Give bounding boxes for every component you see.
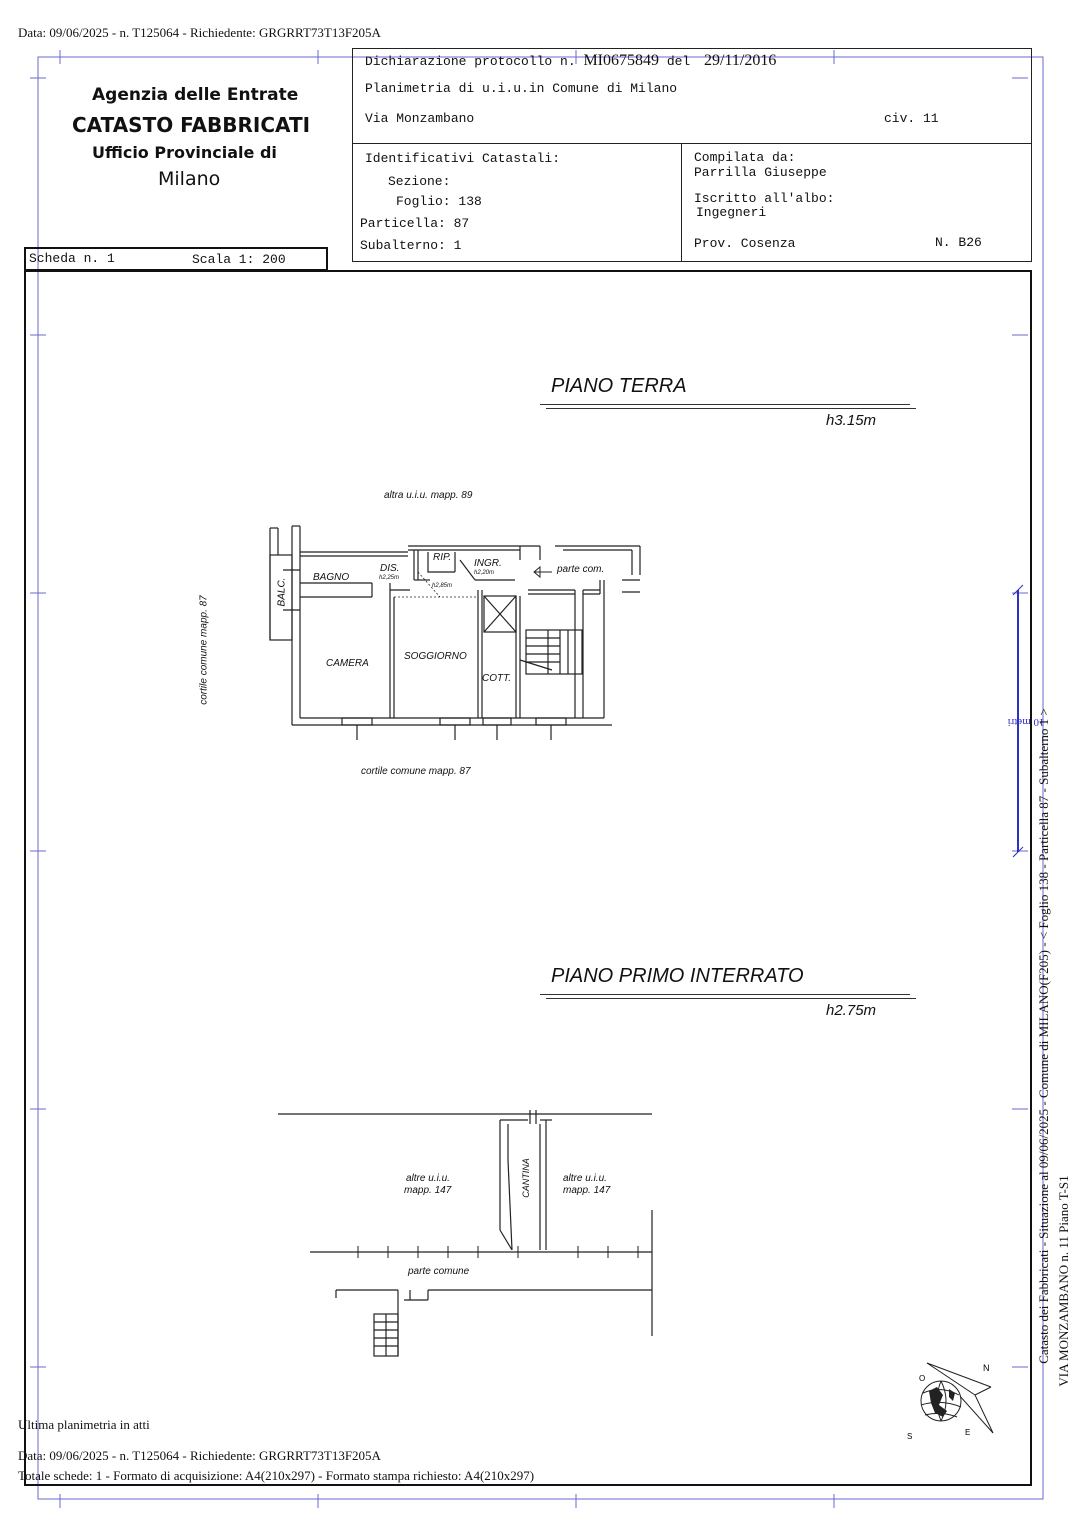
label-camera: CAMERA [326,658,369,669]
label-altre-right-1: altre u.i.u. [563,1173,607,1184]
via-line: Via Monzambano [365,111,475,126]
scheda-label: Scheda n. 1 [29,251,115,266]
piano-terra-title: PIANO TERRA [551,375,687,397]
compass-icon [895,1355,1005,1445]
label-ingr: INGR. [474,558,502,569]
identificativi-title: Identificativi Catastali: [365,151,561,166]
footer-ultima: Ultima planimetria in atti [18,1417,150,1432]
label-bagno: BAGNO [313,572,350,583]
label-rip: RIP. [433,552,452,563]
label-parte-comune: parte comune [408,1266,470,1277]
scale-bar-label: 10 metri [1007,716,1045,728]
sezione-field: Sezione: [388,174,451,189]
foglio-field: Foglio: 138 [396,194,482,209]
label-altra-uiu: altra u.i.u. mapp. 89 [384,490,473,501]
footer-data: Data: 09/06/2025 - n. T125064 - Richiedente: GRGRRT73T13F205A [18,1448,381,1463]
piano-interrato-height: h2.75m [826,1002,877,1019]
label-dis-h: h2,25m [379,575,400,581]
piano-terra-height: h3.15m [826,412,877,429]
iscritto-label: Iscritto all'albo: [694,191,835,206]
ufficio-label: Ufficio Provinciale di [92,143,277,162]
compass-e: E [965,1428,971,1437]
del-label: del [666,54,691,69]
label-mid-h: h2,85m [432,583,453,589]
compass-o: O [919,1374,926,1383]
label-altre-left-2: mapp. 147 [404,1185,452,1196]
scala-label: Scala 1: 200 [192,252,286,267]
civ-line: civ. 11 [884,111,939,126]
planimetria-line: Planimetria di u.i.u.in Comune di Milano [365,81,678,96]
label-cortile-bottom: cortile comune mapp. 87 [361,766,471,777]
albo-value: Ingegneri [696,205,767,220]
subalterno-field: Subalterno: 1 [360,238,462,253]
label-ingr-h: h2,20m [474,570,495,576]
footer-totale: Totale schede: 1 - Formato di acquisizione: A4(210x297) - Formato stampa richiesto: A4(210x297) [18,1468,535,1483]
label-cantina: CANTINA [521,1158,531,1198]
compilata-label: Compilata da: [694,150,796,165]
declaration-date: 29/11/2016 [704,52,777,69]
label-soggiorno: SOGGIORNO [404,651,467,662]
label-balc: BALC. [276,577,288,607]
declaration-prefix: Dichiarazione protocollo n. [365,54,576,69]
label-altre-left-1: altre u.i.u. [406,1173,450,1184]
ufficio-city: Milano [158,168,221,190]
compass-n: N [983,1363,990,1373]
compilata-name: Parrilla Giuseppe [694,165,827,180]
albo-number: N. B26 [935,235,982,250]
side-text-situazione: Catasto dei Fabbricati - Situazione al 09/06/2025 - Comune di MILANO(F205) - < Foglio 138 - Particella 87 - Subalterno 1 > [1036,708,1051,1364]
catasto-title: CATASTO FABBRICATI [72,113,311,137]
protocol-number: MI0675849 [583,52,660,69]
label-altre-right-2: mapp. 147 [563,1185,611,1196]
compass-s: S [907,1432,913,1441]
particella-field: Particella: 87 [360,216,470,231]
label-cortile-side: cortile comune mapp. 87 [198,595,210,705]
top-meta: Data: 09/06/2025 - n. T125064 - Richiedente: GRGRRT73T13F205A [18,25,381,40]
label-parte-com: parte com. [557,564,605,575]
side-text-address: VIA MONZAMBANO n. 11 Piano T-S1 [1056,1175,1071,1387]
label-cott: COTT. [482,673,512,684]
label-dis: DIS. [380,563,400,574]
agency-name: Agenzia delle Entrate [92,85,299,105]
piano-interrato-title: PIANO PRIMO INTERRATO [551,965,804,987]
prov-value: Prov. Cosenza [694,236,796,251]
